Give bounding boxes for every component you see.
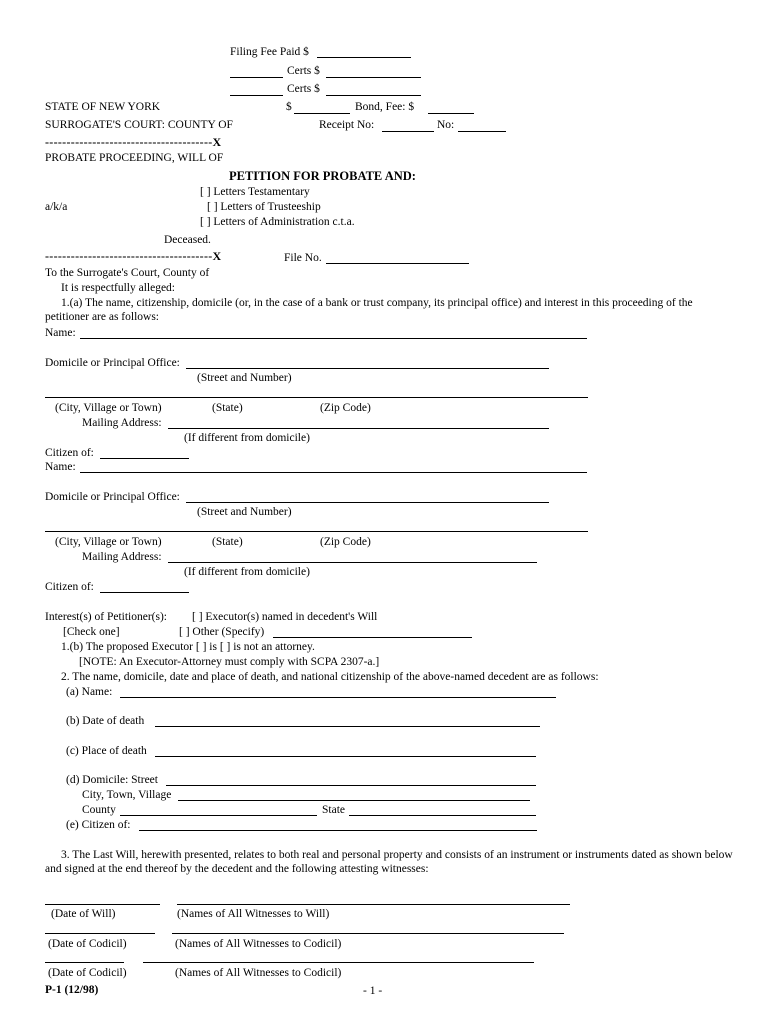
street-caption: (Street and Number)	[197, 372, 292, 384]
interest-executor-option[interactable]: [ ] Executor(s) named in decedent's Will	[192, 611, 378, 623]
zip-caption: (Zip Code)	[320, 402, 371, 414]
filing-fee-field[interactable]	[317, 57, 411, 58]
codicil1-witnesses-field[interactable]	[172, 933, 564, 934]
domicile-county-field[interactable]	[120, 815, 317, 816]
petitioner2-citizen-field[interactable]	[100, 592, 189, 593]
petitioner1-domicile-field[interactable]	[186, 368, 549, 369]
deceased-label: Deceased.	[164, 234, 211, 246]
no-field[interactable]	[458, 131, 506, 132]
city-caption: (City, Village or Town)	[55, 402, 162, 414]
petitioner2-city-field[interactable]	[45, 531, 588, 532]
option-letters-testamentary[interactable]: [ ] Letters Testamentary	[200, 186, 310, 198]
aka-label: a/k/a	[45, 201, 68, 213]
paragraph-1a: 1.(a) The name, citizenship, domicile (or, in the case of a bank or trust company, its principal office) and interest in this proceeding of the petitioner are as follows:	[45, 297, 693, 323]
date-of-death-label: (b) Date of death	[66, 715, 145, 727]
paragraph-3: 3. The Last Will, herewith presented, relates to both real and personal property and consists of an instrument or instruments dated as shown below and signed at the end thereof by the decedent and the following attesting witnesses:	[45, 849, 733, 875]
petitioner2-citizen-label: Citizen of:	[45, 581, 94, 593]
certs2-label: Certs $	[287, 83, 320, 95]
codicil2-witnesses-caption: (Names of All Witnesses to Codicil)	[175, 967, 342, 979]
certs2-amount-field[interactable]	[326, 95, 421, 96]
receipt-field[interactable]	[382, 131, 434, 132]
decedent-citizen-field[interactable]	[139, 830, 537, 831]
petitioner2-domicile-field[interactable]	[186, 502, 549, 503]
page-number: - 1 -	[363, 985, 383, 997]
file-no-field[interactable]	[326, 263, 469, 264]
place-of-death-label: (c) Place of death	[66, 745, 147, 757]
petitioner2-mailing-field[interactable]	[168, 562, 537, 563]
bond-fee-label: Bond, Fee: $	[355, 101, 415, 113]
will-witnesses-field[interactable]	[177, 904, 570, 905]
domicile-street-field[interactable]	[166, 785, 536, 786]
date-of-will-field[interactable]	[45, 904, 160, 905]
petitioner2-name-label: Name:	[45, 461, 76, 473]
zip-caption: (Zip Code)	[320, 536, 371, 548]
decedent-name-label: (a) Name:	[66, 686, 113, 698]
will-witnesses-caption: (Names of All Witnesses to Will)	[177, 908, 330, 920]
city-caption: (City, Village or Town)	[55, 536, 162, 548]
court-heading: SURROGATE'S COURT: COUNTY OF	[45, 119, 233, 131]
domicile-state-field[interactable]	[349, 815, 536, 816]
domicile-county-label: County	[82, 804, 116, 816]
if-different-caption: (If different from domicile)	[184, 432, 310, 444]
filing-fee-label: Filing Fee Paid $	[230, 46, 309, 58]
certs1-label: Certs $	[287, 65, 320, 77]
file-no-label: File No.	[284, 252, 322, 264]
petitioner2-name-field[interactable]	[80, 472, 587, 473]
petition-title: PETITION FOR PROBATE AND:	[229, 169, 416, 183]
state-caption: (State)	[212, 536, 243, 548]
decedent-name-field[interactable]	[120, 697, 556, 698]
date-of-codicil1-caption: (Date of Codicil)	[48, 938, 127, 950]
state-caption: (State)	[212, 402, 243, 414]
codicil1-witnesses-caption: (Names of All Witnesses to Codicil)	[175, 938, 342, 950]
dollar-label: $	[286, 101, 292, 113]
domicile-state-label: State	[322, 804, 345, 816]
street-caption: (Street and Number)	[197, 506, 292, 518]
dollar-field[interactable]	[294, 113, 350, 114]
date-of-will-caption: (Date of Will)	[51, 908, 116, 920]
check-one-label: [Check one]	[63, 626, 120, 638]
codicil2-witnesses-field[interactable]	[143, 962, 534, 963]
petitioner1-city-field[interactable]	[45, 397, 588, 398]
form-id: P-1 (12/98)	[45, 984, 99, 996]
date-of-codicil2-field[interactable]	[45, 962, 124, 963]
option-letters-trusteeship[interactable]: [ ] Letters of Trusteeship	[207, 201, 321, 213]
no-label: No:	[437, 119, 455, 131]
certs1-count-field[interactable]	[230, 77, 283, 78]
date-of-codicil1-field[interactable]	[45, 933, 155, 934]
petitioner1-mailing-label: Mailing Address:	[82, 417, 162, 429]
state-heading: STATE OF NEW YORK	[45, 101, 161, 113]
option-letters-administration[interactable]: [ ] Letters of Administration c.t.a.	[200, 216, 355, 228]
bond-fee-field[interactable]	[428, 113, 474, 114]
interest-label: Interest(s) of Petitioner(s):	[45, 611, 167, 623]
place-of-death-field[interactable]	[155, 756, 536, 757]
certs1-amount-field[interactable]	[326, 77, 421, 78]
petitioner1-name-field[interactable]	[80, 338, 587, 339]
paragraph-2: 2. The name, domicile, date and place of death, and national citizenship of the above-named decedent are as follows:	[61, 671, 599, 683]
date-of-death-field[interactable]	[155, 726, 540, 727]
petitioner1-name-label: Name:	[45, 327, 76, 339]
attorney-note: [NOTE: An Executor-Attorney must comply with SCPA 2307-a.]	[79, 656, 380, 668]
domicile-street-label: (d) Domicile: Street	[66, 774, 158, 786]
paragraph-1b: 1.(b) The proposed Executor [ ] is [ ] is not an attorney.	[61, 641, 315, 653]
interest-other-field[interactable]	[273, 637, 472, 638]
petitioner1-citizen-field[interactable]	[100, 458, 189, 459]
caption-divider-bottom: ---------------------------------------X	[45, 249, 222, 263]
petitioner1-mailing-field[interactable]	[168, 428, 549, 429]
decedent-citizen-label: (e) Citizen of:	[66, 819, 131, 831]
petitioner1-domicile-label: Domicile or Principal Office:	[45, 357, 180, 369]
caption-divider-top: ---------------------------------------X	[45, 135, 222, 149]
receipt-label: Receipt No:	[319, 119, 375, 131]
if-different-caption: (If different from domicile)	[184, 566, 310, 578]
domicile-city-label: City, Town, Village	[82, 789, 172, 801]
alleged-label: It is respectfully alleged:	[61, 282, 176, 294]
domicile-city-field[interactable]	[178, 800, 530, 801]
interest-other-option[interactable]: [ ] Other (Specify)	[179, 626, 265, 638]
date-of-codicil2-caption: (Date of Codicil)	[48, 967, 127, 979]
to-court-label: To the Surrogate's Court, County of	[45, 267, 210, 279]
proceeding-label: PROBATE PROCEEDING, WILL OF	[45, 152, 224, 164]
petitioner2-domicile-label: Domicile or Principal Office:	[45, 491, 180, 503]
certs2-count-field[interactable]	[230, 95, 283, 96]
petitioner1-citizen-label: Citizen of:	[45, 447, 94, 459]
petitioner2-mailing-label: Mailing Address:	[82, 551, 162, 563]
